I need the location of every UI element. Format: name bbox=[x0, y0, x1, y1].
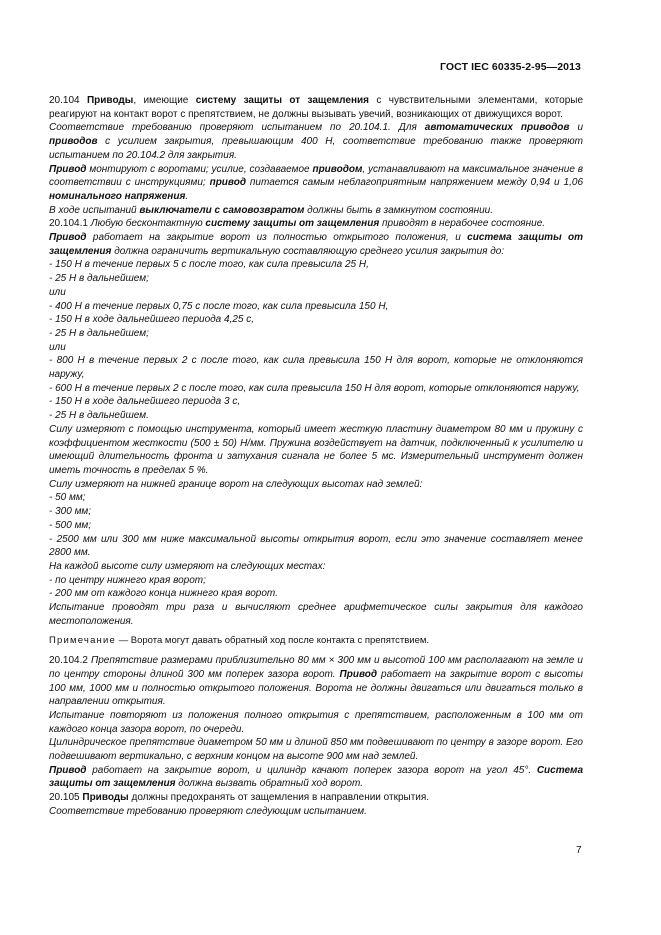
note-label: Примечание bbox=[49, 635, 116, 647]
switches-paragraph: В ходе испытаний выключатели с самовозвратом должны быть в замкнутом состоянии. bbox=[49, 204, 494, 216]
list-item: или bbox=[49, 341, 66, 353]
note: Примечание — Ворота могут давать обратный ход после контакта с препятствием. bbox=[49, 635, 430, 647]
list-item: - 150 Н в течение первых 5 с после того, как сила превысила 25 Н, bbox=[49, 259, 369, 271]
heights-paragraph: Силу измеряют на нижней границе ворот на следующих высотах над землей: bbox=[49, 478, 423, 490]
document-header: ГОСТ IEC 60335-2-95—2013 bbox=[439, 61, 581, 73]
list-item: - 300 мм; bbox=[49, 506, 92, 518]
document-body bbox=[49, 94, 583, 819]
list-item: - 150 Н в ходе дальнейшего периода 4,25 с, bbox=[49, 314, 255, 326]
compliance-paragraph: Соответствие требованию проверяют испытанием по 20.104.1. Для автоматических приводов и приводов с усилием закрытия, превышающим 400 Н, соответствие требованию также проверяют испытанием по 20.104.2 для закрытия. bbox=[49, 122, 584, 161]
list-item: - 150 Н в ходе дальнейшего периода 3 с, bbox=[49, 396, 241, 408]
list-item: - по центру нижнего края ворот; bbox=[49, 574, 206, 586]
list-item: - 800 Н в течение первых 2 с после того, как сила превысила 150 Н для ворот, которые не отклоняются наружу, bbox=[49, 355, 583, 381]
page-number: 7 bbox=[576, 845, 582, 856]
list-item: - 500 мм; bbox=[49, 519, 92, 531]
list-item: - 2500 мм или 300 мм ниже максимальной высоты открытия ворот, если это значение составляет менее 2800 мм. bbox=[49, 533, 583, 559]
clause-20-104-1: 20.104.1 Любую бесконтактную систему защиты от защемления приводят в нерабочее состояние. bbox=[49, 218, 546, 230]
places-paragraph: На каждой высоте силу измеряют на следующих местах: bbox=[49, 560, 326, 572]
list-item: или bbox=[49, 286, 66, 298]
list-item: - 25 Н в дальнейшем. bbox=[49, 410, 149, 422]
clause-20-104: 20.104 Приводы, имеющие систему защиты от защемления с чувствительными элементами, которые реагируют на контакт ворот с препятствием, не должны вызывать увечий, возникающих от движущихся ворот. bbox=[49, 95, 584, 120]
mounting-paragraph: Привод монтируют с воротами; усилие, создаваемое приводом, устанавливают на максимальное значение в соответствии с инструкциями; привод питается самым неблагоприятным напряжением между 0,94 и 1,06 номинального напряжения. bbox=[49, 163, 583, 202]
repeat-obstacle-paragraph: Испытание повторяют из положения полного открытия с препятствием, расположенным в 100 мм от каждого конца зазора ворот, по очереди. bbox=[49, 709, 583, 735]
list-item: - 200 мм от каждого конца нижнего края ворот. bbox=[49, 588, 278, 600]
list-item: - 25 Н в дальнейшем; bbox=[49, 273, 149, 285]
repeat-paragraph: Испытание проводят три раза и вычисляют среднее арифметическое силы закрытия для каждого местоположения. bbox=[49, 602, 583, 627]
list-item: - 400 Н в течение первых 0,75 с после того, как сила превысила 150 Н, bbox=[49, 300, 389, 312]
measurement-paragraph: Силу измеряют с помощью инструмента, который имеет жесткую пластину диаметром 80 мм и пружину с коэффициентом жесткости (500 ± 50) Н/мм. Пружина воздействует на датчик, подключенный к усилителю и имеющий длительность фронта и затухания сигнала не более 5 мс. Измерительный инструмент должен иметь точность в пределах 5 %. bbox=[49, 423, 583, 476]
list-item: - 25 Н в дальнейшем; bbox=[49, 327, 149, 339]
closing-force-paragraph: Привод работает на закрытие ворот из полностью открытого положения, и система защиты от защемления должна ограничить вертикальную составляющую среднего усилия закрытия до: bbox=[49, 232, 584, 257]
clause-20-105: 20.105 Приводы должны предохранять от защемления в направлении открытия. bbox=[49, 792, 430, 804]
cylinder-paragraph: Цилиндрическое препятствие диаметром 50 мм и длиной 850 мм подвешивают по центру в зазоре ворот. Его подвешивают вертикально, с верхним концом на высоте 900 мм над землей. bbox=[49, 737, 583, 763]
clause-20-104-2: 20.104.2 Препятствие размерами приблизительно 80 мм × 300 мм и высотой 100 мм располагают на земле и по центру стороны длиной 300 мм поперек зазора ворот. Привод работает на закрытие ворот с высоты 100 мм, 1000 мм и полностью открытого положения. Ворота не должны двигаться или двигаться только в направлении открытия. bbox=[49, 655, 583, 708]
list-item: - 600 Н в течение первых 2 с после того, как сила превысила 150 Н для ворот, которые отклоняются наружу, bbox=[49, 382, 580, 394]
list-item: - 50 мм; bbox=[49, 492, 86, 504]
cylinder-test-paragraph: Привод работает на закрытие ворот, и цилиндр качают поперек зазора ворот на угол 45°. Система защиты от защемления должна вызвать обратный ход ворот. bbox=[49, 764, 583, 790]
final-compliance-paragraph: Соответствие требованию проверяют следующим испытанием. bbox=[49, 805, 367, 817]
